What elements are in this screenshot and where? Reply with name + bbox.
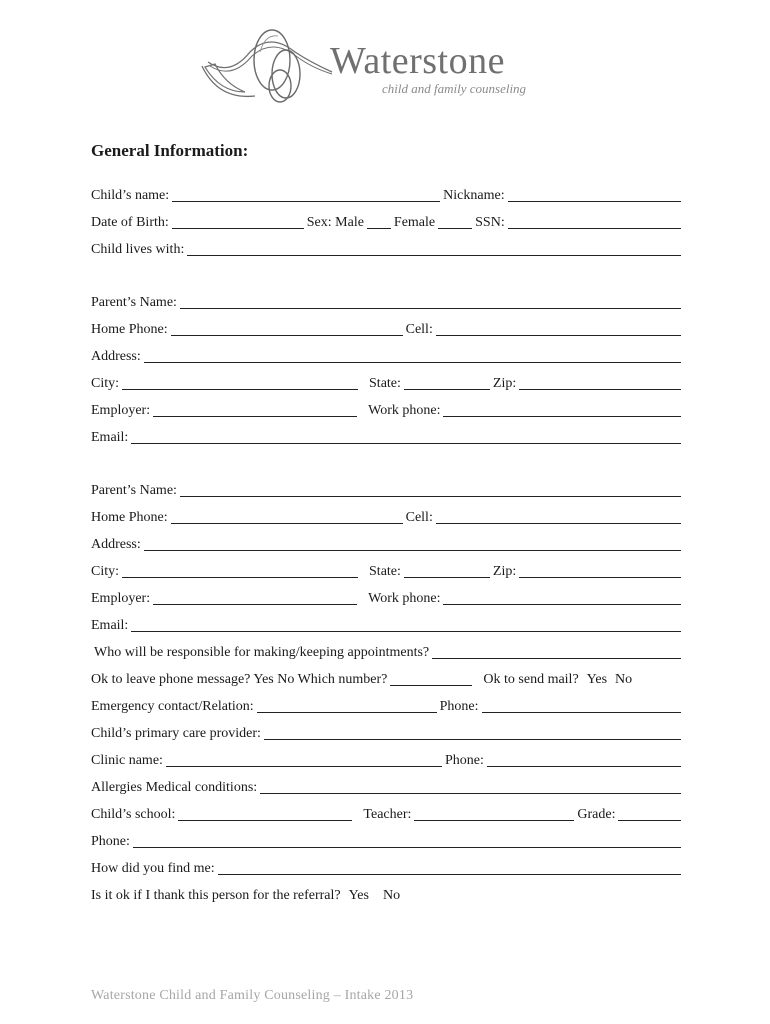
primary-care-field[interactable] [264,726,681,740]
parent1-name-field[interactable] [180,295,681,309]
parent2-city-label: City: [91,564,120,579]
brand-tagline: child and family counseling [382,81,527,96]
find-me-label: How did you find me: [91,861,215,876]
send-mail-no[interactable]: No [615,672,633,687]
parent2-name-label: Parent’s Name: [91,483,177,498]
dob-field[interactable] [172,215,304,229]
child-name-row [91,186,681,204]
parent1-name-row [91,293,681,311]
referral-row [91,886,681,904]
phone-message-row [91,670,681,688]
phone-row [91,832,681,850]
send-mail-yes[interactable]: Yes [586,672,608,687]
parent2-city-field[interactable] [122,564,358,578]
parent2-email-field[interactable] [131,618,681,632]
school-row [91,805,681,823]
emergency-phone-label: Phone: [439,699,479,714]
parent2-work-phone-label: Work phone: [368,591,441,606]
lives-with-label: Child lives with: [91,242,185,257]
parent1-zip-field[interactable] [519,376,681,390]
parent2-zip-field[interactable] [519,564,681,578]
sex-female-field[interactable] [438,215,472,229]
parent1-email-row [91,428,681,446]
parent1-address-row [91,347,681,365]
parent2-phone-row [91,508,681,526]
nickname-label: Nickname: [443,188,505,203]
parent2-name-row [91,481,681,499]
dob-row [91,213,681,231]
primary-care-label: Child’s primary care provider: [91,726,261,741]
parent2-cell-label: Cell: [405,510,433,525]
child-name-field[interactable] [172,188,440,202]
find-me-row [91,859,681,877]
allergies-label: Allergies Medical conditions: [91,780,258,795]
parent1-state-label: State: [369,376,401,391]
parent1-address-label: Address: [91,349,141,364]
referral-yes[interactable]: Yes [348,888,369,903]
parent2-employer-label: Employer: [91,591,151,606]
ssn-label: SSN: [475,215,505,230]
send-mail-label: Ok to send mail? [483,672,579,687]
leave-message-label: Ok to leave phone message? Yes No Which number? [91,672,388,687]
parent2-address-label: Address: [91,537,141,552]
three-stones-wave-icon [200,22,340,112]
parent2-address-field[interactable] [144,537,681,551]
sex-male-label: Sex: Male [306,215,364,230]
dob-label: Date of Birth: [91,215,169,230]
parent1-phone-row [91,320,681,338]
parent1-home-phone-field[interactable] [171,322,403,336]
teacher-field[interactable] [414,807,574,821]
brand-name: Waterstone [330,40,505,82]
parent1-email-label: Email: [91,430,129,445]
parent1-work-phone-label: Work phone: [368,403,441,418]
parent1-employer-row [91,401,681,419]
sex-female-label: Female [393,215,436,230]
ssn-field[interactable] [508,215,681,229]
lives-with-row [91,240,681,258]
parent2-state-label: State: [369,564,401,579]
grade-field[interactable] [618,807,681,821]
child-name-label: Child’s name: [91,188,170,203]
phone-field[interactable] [133,834,681,848]
emergency-label: Emergency contact/Relation: [91,699,254,714]
parent2-employer-row [91,589,681,607]
parent1-city-label: City: [91,376,120,391]
sex-male-field[interactable] [367,215,391,229]
parent2-name-field[interactable] [180,483,681,497]
parent2-state-field[interactable] [404,564,490,578]
emergency-field[interactable] [257,699,437,713]
section-title: General Information: [91,141,249,160]
clinic-field[interactable] [166,753,442,767]
parent1-state-field[interactable] [404,376,490,390]
parent1-city-field[interactable] [122,376,358,390]
parent1-city-row [91,374,681,392]
emergency-row [91,697,681,715]
parent1-address-field[interactable] [144,349,681,363]
parent1-cell-field[interactable] [436,322,681,336]
parent1-name-label: Parent’s Name: [91,295,177,310]
clinic-row [91,751,681,769]
phone-label: Phone: [91,834,130,849]
referral-no[interactable]: No [382,888,401,903]
allergies-field[interactable] [260,780,681,794]
teacher-label: Teacher: [363,807,412,822]
responsible-label: Who will be responsible for making/keeping appointments? [94,645,430,660]
footer-text: Waterstone Child and Family Counseling – Intake 2013 [91,988,414,1003]
parent2-city-row [91,562,681,580]
responsible-row [91,643,681,661]
parent2-address-row [91,535,681,553]
clinic-label: Clinic name: [91,753,163,768]
school-label: Child’s school: [91,807,176,822]
emergency-phone-field[interactable] [482,699,681,713]
parent2-home-phone-field[interactable] [171,510,403,524]
clinic-phone-label: Phone: [444,753,484,768]
parent2-work-phone-field[interactable] [443,591,681,605]
which-number-field[interactable] [390,672,472,686]
parent1-work-phone-field[interactable] [443,403,681,417]
parent2-employer-field[interactable] [153,591,357,605]
school-field[interactable] [178,807,352,821]
parent1-home-phone-label: Home Phone: [91,322,168,337]
parent2-zip-label: Zip: [492,564,517,579]
primary-care-row [91,724,681,742]
clinic-phone-field[interactable] [487,753,681,767]
parent2-cell-field[interactable] [436,510,681,524]
nickname-field[interactable] [508,188,681,202]
find-me-field[interactable] [218,861,681,875]
parent2-email-label: Email: [91,618,129,633]
referral-label: Is it ok if I thank this person for the referral? [91,888,341,903]
allergies-row [91,778,681,796]
parent2-email-row [91,616,681,634]
responsible-field[interactable] [432,645,681,659]
lives-with-field[interactable] [187,242,681,256]
parent1-employer-field[interactable] [153,403,357,417]
parent2-home-phone-label: Home Phone: [91,510,168,525]
parent1-cell-label: Cell: [405,322,433,337]
parent1-employer-label: Employer: [91,403,151,418]
parent1-email-field[interactable] [131,430,681,444]
parent1-zip-label: Zip: [492,376,517,391]
brand-logo [200,22,550,112]
grade-label: Grade: [577,807,616,822]
